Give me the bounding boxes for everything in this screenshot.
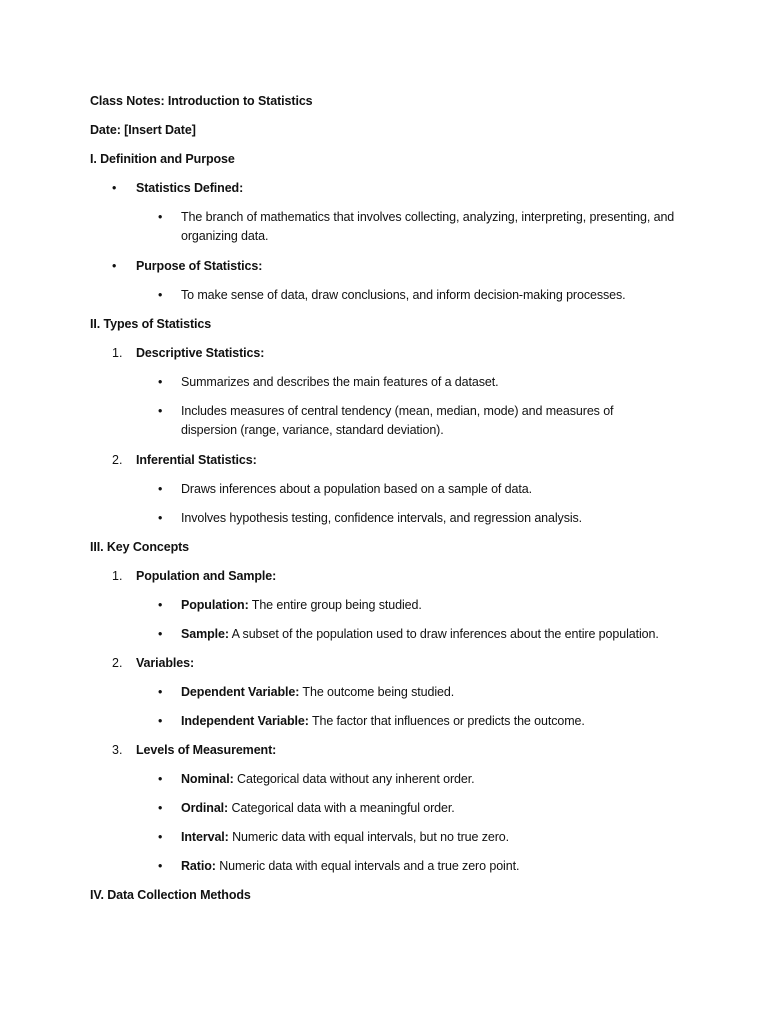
term-interval: Interval: [181,830,229,844]
independent-variable-definition [181,712,585,731]
document-title: Class Notes: Introduction to Statistics [90,94,313,108]
nominal-text: Categorical data without any inherent order. [233,772,475,786]
bullet-marker: • [158,772,163,786]
variables-label: Variables: [136,656,195,670]
list-number: 1. [112,569,123,583]
purpose-label: Purpose of Statistics: [136,259,263,273]
sample-text: A subset of the population used to draw inferences about the entire population. [228,627,659,641]
bullet-marker: • [158,685,163,699]
bullet-marker: • [158,210,163,224]
ratio-definition [181,857,519,876]
nominal-definition [181,770,474,789]
bullet-marker: • [112,181,117,195]
sample-definition [181,625,659,644]
dependent-variable-definition [181,683,454,702]
population-definition [181,596,422,615]
population-sample-label: Population and Sample: [136,569,277,583]
ordinal-text: Categorical data with a meaningful order. [228,801,455,815]
ordinal-definition [181,799,455,818]
inferential-label: Inferential Statistics: [136,453,257,467]
population-text: The entire group being studied. [248,598,422,612]
section-heading-definition: I. Definition and Purpose [90,152,235,166]
list-number: 3. [112,743,123,757]
dependent-variable-text: The outcome being studied. [299,685,455,699]
term-dependent-variable: Dependent Variable: [181,685,300,699]
term-independent-variable: Independent Variable: [181,714,309,728]
bullet-marker: • [158,714,163,728]
inferential-bullet-2: Involves hypothesis testing, confidence intervals, and regression analysis. [181,511,583,525]
term-ratio: Ratio: [181,859,216,873]
levels-of-measurement-label: Levels of Measurement: [136,743,277,757]
list-number: 1. [112,346,123,360]
inferential-bullet-1: Draws inferences about a population based on a sample of data. [181,482,532,496]
bullet-marker: • [158,830,163,844]
document-date: Date: [Insert Date] [90,123,196,137]
section-heading-key-concepts: III. Key Concepts [90,540,190,554]
bullet-marker: • [158,404,163,418]
bullet-marker: • [112,259,117,273]
bullet-marker: • [158,375,163,389]
bullet-marker: • [158,288,163,302]
bullet-marker: • [158,511,163,525]
ratio-text: Numeric data with equal intervals and a true zero point. [215,859,520,873]
statistics-defined-label: Statistics Defined: [136,181,244,195]
statistics-defined-text: The branch of mathematics that involves collecting, analyzing, interpreting, presenting, and organizing data. [181,210,675,243]
bullet-marker: • [158,801,163,815]
section-heading-types: II. Types of Statistics [90,317,212,331]
descriptive-bullet-1: Summarizes and describes the main features of a dataset. [181,375,499,389]
purpose-text: To make sense of data, draw conclusions, and inform decision-making processes. [181,288,626,302]
bullet-marker: • [158,859,163,873]
descriptive-label: Descriptive Statistics: [136,346,265,360]
descriptive-bullet-2: Includes measures of central tendency (mean, median, mode) and measures of dispersion (range, variance, standard deviation). [181,404,614,437]
term-sample: Sample: [181,627,229,641]
term-nominal: Nominal: [181,772,234,786]
bullet-marker: • [158,482,163,496]
term-population: Population: [181,598,249,612]
list-number: 2. [112,656,123,670]
bullet-marker: • [158,598,163,612]
interval-definition [181,828,509,847]
independent-variable-text: The factor that influences or predicts the outcome. [308,714,585,728]
list-number: 2. [112,453,123,467]
bullet-marker: • [158,627,163,641]
interval-text: Numeric data with equal intervals, but no true zero. [228,830,509,844]
section-heading-data-collection: IV. Data Collection Methods [90,888,251,902]
term-ordinal: Ordinal: [181,801,229,815]
